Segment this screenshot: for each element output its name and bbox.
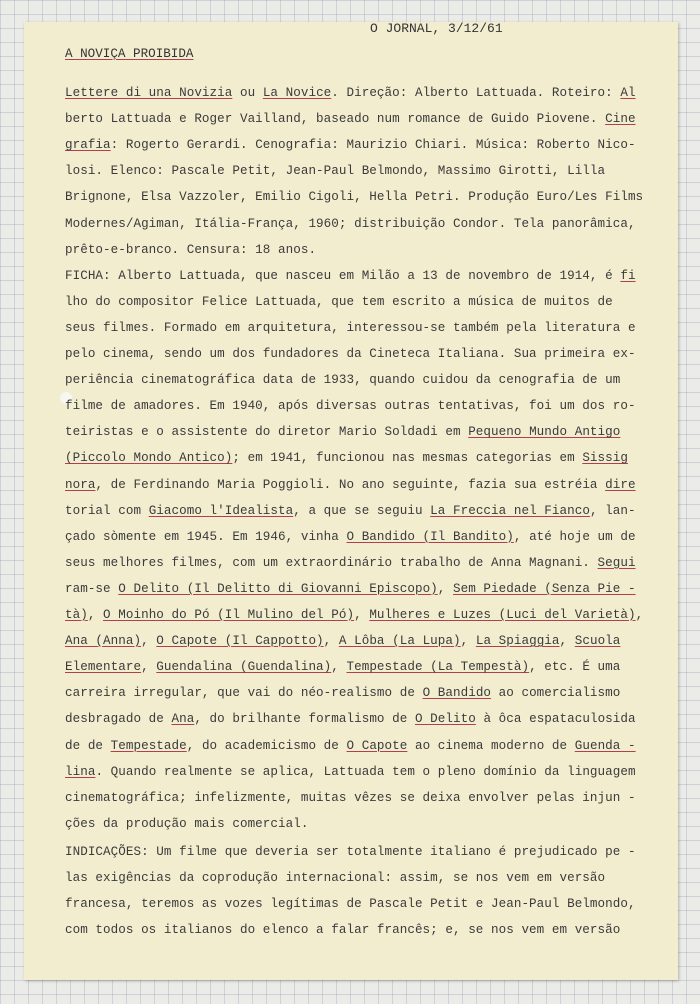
text-line [65, 739, 636, 753]
text-line [65, 217, 636, 231]
text-line [65, 608, 643, 622]
text-run: çado sòmente em 1945. Em 1946, vinha [65, 529, 347, 544]
underlined-title: Elementare [65, 660, 142, 675]
text-run: francesa, teremos as vozes legítimas de Pascale Petit e Jean-Paul Belmondo, [65, 897, 636, 912]
text-line [65, 478, 636, 492]
text-run: cinematográfica; infelizmente, muitas vêzes se deixa envolver pelas injun - [65, 790, 636, 805]
text-run: , [87, 608, 104, 622]
underlined-title: Giacomo l'Idealista [148, 503, 294, 518]
text-run: de de [65, 738, 111, 753]
text-run: ram-se [65, 581, 119, 596]
document-title: A NOVIÇA PROIBIDA [65, 47, 194, 61]
text-line [65, 791, 636, 805]
text-line [65, 190, 643, 204]
text-run: berto Lattuada e Roger Vailland, baseado num romance de Guido Piovene. [65, 112, 606, 127]
text-line [65, 765, 636, 779]
underlined-title: A Lôba (La Lupa) [338, 634, 461, 649]
underlined-title: La Freccia nel Fianco [430, 503, 590, 518]
text-run: , [323, 634, 339, 649]
text-run: Modernes/Agiman, Itália-França, 1960; distribuição Condor. Tela panorâmica, [65, 216, 636, 231]
text-line [65, 712, 636, 726]
text-run: . Direção: Alberto Lattuada. Roteiro: [331, 86, 621, 100]
underlined-title: Pequeno Mundo Antigo [468, 425, 621, 440]
text-run: , [141, 660, 157, 675]
text-line [65, 399, 636, 413]
underlined-title: Tempestade (La Tempestà) [346, 660, 530, 675]
text-run: , a que se seguiu [293, 503, 431, 518]
text-line [65, 138, 636, 152]
text-run: teiristas e o assistente do diretor Mario Soldadi em [65, 425, 469, 440]
text-run: , [354, 608, 370, 622]
text-run: ; em 1941, funcionou nas mesmas categorias em [232, 451, 583, 466]
text-run: , do brilhante formalismo de [194, 712, 415, 727]
text-line [65, 86, 636, 100]
underlined-title: O Capote (Il Cappotto) [156, 634, 324, 649]
underlined-title: Guendalina (Guendalina) [156, 660, 332, 675]
text-line [65, 686, 620, 700]
text-line [65, 660, 620, 674]
text-run: seus filmes. Formado em arquitetura, interessou-se também pela literatura e [65, 320, 636, 335]
newspaper-source: O JORNAL, 3/12/61 [370, 21, 503, 36]
underlined-title: La Novice [262, 86, 332, 100]
text-run: FICHA: Alberto Lattuada, que nasceu em Milão a 13 de novembro de 1914, é [65, 268, 621, 283]
text-line [65, 582, 636, 596]
underlined-title: O Bandido (Il Bandito) [346, 529, 514, 544]
text-line [65, 373, 620, 387]
text-run: , [460, 634, 476, 649]
text-run: ou [232, 86, 263, 100]
text-run: , [331, 660, 347, 675]
underlined-title: dire [605, 477, 636, 492]
text-line [65, 897, 636, 911]
text-run: , até hoje um de [513, 529, 636, 544]
text-run: desbragado de [65, 712, 172, 727]
underlined-title: La Spiaggia [475, 634, 560, 649]
text-run: , [559, 634, 575, 649]
underlined-title: Segui [597, 555, 636, 570]
underlined-title: O Capote [346, 738, 408, 753]
text-run: , lan- [589, 503, 636, 518]
underlined-title: Mulheres e Luzes (Luci del Varietà) [369, 608, 636, 622]
underlined-title: Al [620, 86, 636, 100]
underlined-title: nora [65, 477, 96, 492]
text-run: losi. Elenco: Pascale Petit, Jean-Paul Belmondo, Massimo Girotti, Lilla [65, 164, 606, 179]
underlined-title: grafia [65, 138, 111, 153]
text-line [65, 451, 628, 465]
underlined-title: Ana (Anna) [65, 634, 142, 649]
text-line [65, 923, 620, 937]
text-line [65, 817, 308, 831]
underlined-title: Cine [605, 112, 636, 127]
text-run: filme de amadores. Em 1940, após diversas outras tentativas, foi um dos ro- [65, 399, 636, 414]
text-run: carreira irregular, que vai do néo-realismo de [65, 686, 423, 701]
text-run: periência cinematográfica data de 1933, quando cuidou da cenografia de um [65, 373, 621, 388]
text-run: pelo cinema, sendo um dos fundadores da Cineteca Italiana. Sua primeira ex- [65, 347, 636, 361]
text-run: com todos os italianos do elenco a falar francês; e, se nos vem em versão [65, 923, 621, 938]
text-run: : Rogerto Gerardi. Cenografia: Maurizio Chiari. Música: Roberto Nico- [110, 138, 636, 153]
text-run: Brignone, Elsa Vazzoler, Emilio Cigoli, Hella Petri. Produção Euro/Les Films [65, 190, 644, 205]
underlined-title: Sem Piedade (Senza Pie - [453, 581, 636, 596]
text-run: lho do compositor Felice Lattuada, que tem escrito a música de muitos de [65, 294, 613, 309]
underlined-title: O Moinho do Pó (Il Mulino del Pó) [103, 608, 355, 622]
underlined-title: Scuola [574, 634, 621, 649]
underlined-title: (Piccolo Mondo Antico) [65, 451, 233, 466]
text-line [65, 530, 636, 544]
underlined-title: lina [65, 764, 96, 779]
text-line [65, 321, 636, 335]
text-line [65, 425, 620, 439]
underlined-title: O Delito [414, 712, 476, 727]
text-run: las exigências da coprodução internacional: assim, se nos vem em versão [65, 871, 606, 885]
text-run: à ôca espataculosida [475, 712, 636, 727]
underlined-title: Ana [171, 712, 195, 727]
text-line [65, 112, 636, 126]
underlined-title: tà) [65, 608, 88, 622]
text-run: , de Ferdinando Maria Poggioli. No ano seguinte, fazia sua estréia [95, 477, 606, 492]
underlined-title: Guenda - [574, 738, 636, 753]
text-run: ao comercialismo [491, 686, 621, 701]
underlined-title: Lettere di una Novizia [65, 86, 233, 100]
text-run: seus melhores filmes, com um extraordinário trabalho de Anna Magnani. [65, 555, 598, 570]
underlined-title: O Delito (Il Delitto di Giovanni Episcopo) [118, 581, 438, 596]
text-line [65, 347, 636, 361]
text-run: , do academicismo de [186, 738, 347, 753]
text-line [65, 164, 605, 178]
text-line [65, 845, 636, 859]
text-run: torial com [65, 503, 149, 518]
text-run: ao cinema moderno de [407, 738, 575, 753]
text-line [65, 634, 620, 648]
text-run: INDICAÇÕES: Um filme que deveria ser totalmente italiano é prejudicado pe - [65, 844, 636, 859]
text-run: prêto-e-branco. Censura: 18 anos. [65, 242, 317, 257]
text-run: ções da produção mais comercial. [65, 816, 309, 831]
text-line [65, 295, 613, 309]
underlined-title: Tempestade [110, 738, 187, 753]
underlined-title: fi [620, 268, 636, 283]
text-line [65, 504, 636, 518]
text-line [65, 269, 636, 283]
text-run: , [635, 608, 644, 622]
text-line [65, 871, 605, 885]
text-run: , [141, 634, 157, 649]
text-line [65, 243, 316, 257]
underlined-title: O Bandido [422, 686, 492, 701]
text-run: , [437, 581, 453, 596]
text-run: . Quando realmente se aplica, Lattuada tem o pleno domínio da linguagem [95, 764, 636, 779]
underlined-title: Sissig [582, 451, 628, 466]
text-run: , etc. É uma [529, 660, 621, 675]
text-line [65, 556, 636, 570]
